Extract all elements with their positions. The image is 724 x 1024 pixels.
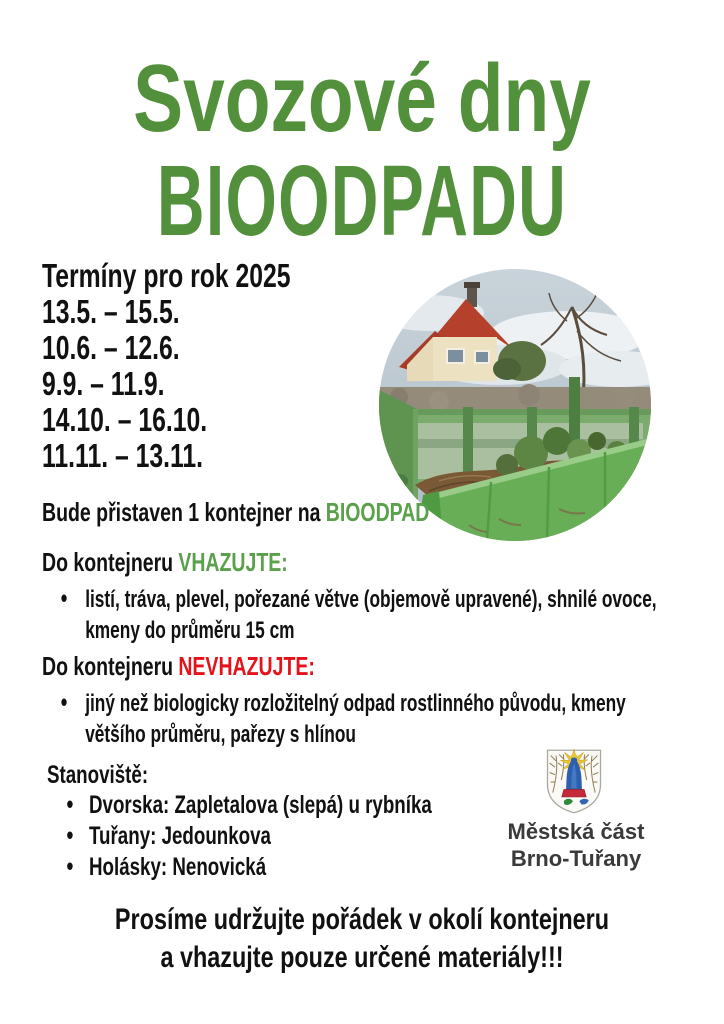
date-item: 14.10. – 16.10. [42,401,208,438]
list-item: • Tuřany: Jedounkova [47,821,497,852]
allowed-highlight: VHAZUJTE: [178,547,288,577]
allowed-label: Do kontejneru [42,547,174,577]
dates-heading: Termíny pro rok 2025 [42,257,291,294]
allowed-heading [42,547,288,578]
list-item: • listí, tráva, plevel, pořezané větve (objemově upravené), shnilé ovoce, kmeny do průměru 15 cm [42,584,676,646]
dates-section [42,258,387,474]
brno-turany-coat-of-arms-icon [542,746,606,816]
list-item: • jiný než biologicky rozložitelný odpad rostlinného původu, kmeny většího průměru, pařezy s hlínou [42,688,632,750]
pickup-highlight: BIOODPAD [325,497,430,527]
locations-list [47,790,497,883]
org-name-line1: Městská část [507,819,645,844]
org-name-line2: Brno-Tuřany [510,846,642,871]
pickup-text: Bude přistaven 1 kontejner na [42,497,321,527]
footer-line2: a vhazujte pouze určené materiály!!! [160,941,564,974]
footer-line1: Prosíme udržujte pořádek v okolí kontejneru [114,903,610,936]
locations-heading: Stanoviště: [47,761,149,789]
date-item: 11.11. – 13.11. [42,437,204,474]
forbidden-label: Do kontejneru [42,651,174,681]
list-item: • Holásky: Nenovická [47,852,497,883]
allowed-list [42,584,676,646]
forbidden-heading [42,651,315,682]
poster-title-line2: BIOODPADU [156,145,568,257]
date-item: 13.5. – 15.5. [42,293,180,330]
org-name [486,818,666,872]
date-item: 10.6. – 12.6. [42,329,180,366]
poster-title-line1: Svozové dny [133,45,591,152]
list-item: • Dvorska: Zapletalova (slepá) u rybníka [47,790,497,821]
pickup-line [42,497,429,528]
forbidden-list [42,688,632,750]
date-item: 9.9. – 11.9. [42,365,165,402]
forbidden-highlight: NEVHAZUJTE: [178,651,315,681]
